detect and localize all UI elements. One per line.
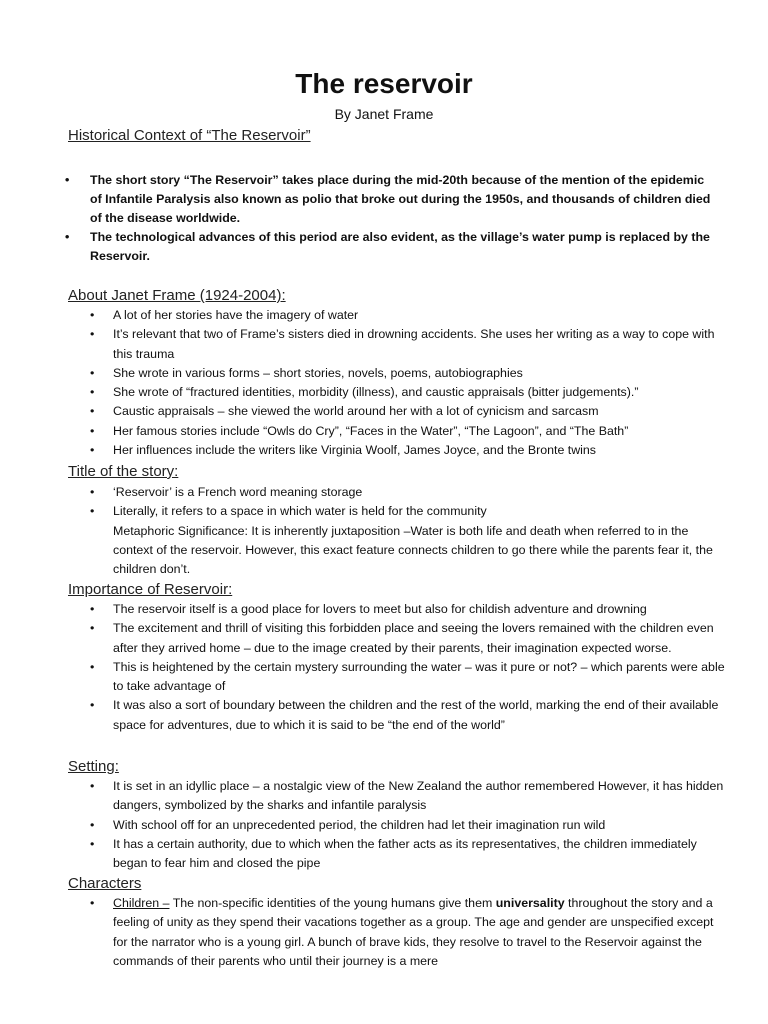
list-item: • Caustic appraisals – she viewed the world around her with a lot of cynicism and sarcasm: [86, 402, 726, 421]
list-item: • A lot of her stories have the imagery of water: [86, 306, 726, 325]
about-janet-frame-list: [86, 306, 726, 460]
importance-of-reservoir-list: [86, 600, 726, 735]
list-item: • ‘Reservoir’ is a French word meaning storage: [86, 483, 726, 502]
children-text-after: throughout the story and a feeling of unity as they spend their vacations together as a group. The age and gender are unspecified except for the narrator who is a young girl. A bunch of brave kids, they resolve to travel to the Reservoir against the commands of their parents who until their journey is a mere: [113, 896, 714, 968]
historical-context-list: [62, 171, 714, 266]
author-byline: By Janet Frame: [334, 106, 434, 122]
list-item: • The short story “The Reservoir” takes place during the mid-20th because of the mention of the epidemic of Infantile Paralysis also known as polio that broke out during the 1950s, and thousands of children died of the disease worldwide.: [62, 171, 714, 228]
characters-list: [86, 894, 726, 971]
list-item: • With school off for an unprecedented period, the children had let their imagination run wild: [86, 816, 726, 835]
page-title: The reservoir: [295, 68, 473, 99]
children-text-before: The non-specific identities of the young humans give them: [169, 896, 496, 910]
heading-characters: Characters: [68, 875, 142, 892]
list-item: • She wrote of “fractured identities, morbidity (illness), and caustic appraisals (bitter judgements).”: [86, 383, 726, 402]
heading-setting: Setting:: [68, 758, 119, 775]
list-item: • It was also a sort of boundary between the children and the rest of the world, marking the end of their available space for adventures, due to which it is said to be “the end of the world”: [86, 696, 726, 735]
list-item: • It is set in an idyllic place – a nostalgic view of the New Zealand the author remembered However, it has hidden dangers, symbolized by the sharks and infantile paralysis: [86, 777, 726, 816]
children-label: Children –: [113, 896, 170, 910]
list-item: • It has a certain authority, due to which when the father acts as its representatives, the children immediately began to fear him and closed the pipe: [86, 835, 726, 874]
setting-list: [86, 777, 726, 873]
list-item: • Her influences include the writers like Virginia Woolf, James Joyce, and the Bronte twins: [86, 441, 726, 460]
list-item: • She wrote in various forms – short stories, novels, poems, autobiographies: [86, 364, 726, 383]
list-item: • This is heightened by the certain mystery surrounding the water – was it pure or not? – which parents were able to take advantage of: [86, 658, 726, 697]
heading-about-janet-frame: About Janet Frame (1924-2004):: [68, 287, 286, 304]
universality-word: universality: [495, 896, 565, 910]
list-item: • The technological advances of this period are also evident, as the village’s water pump is replaced by the Reservoir.: [62, 228, 714, 266]
list-item: • Her famous stories include “Owls do Cry”, “Faces in the Water”, “The Lagoon”, and “The Bath”: [86, 422, 726, 441]
list-item-children: [86, 894, 726, 971]
list-item: • The excitement and thrill of visiting this forbidden place and seeing the lovers remained with the children even after they arrived home – due to the image created by their parents, their imagination expected worse.: [86, 619, 726, 658]
list-item: • Literally, it refers to a space in which water is held for the community: [86, 502, 726, 521]
heading-title-of-story: Title of the story:: [68, 463, 179, 480]
list-item: • It’s relevant that two of Frame’s sisters died in drowning accidents. She uses her writing as a way to cope with this trauma: [86, 325, 726, 364]
list-item: • The reservoir itself is a good place for lovers to meet but also for childish adventure and drowning: [86, 600, 726, 619]
title-of-story-list: [86, 483, 726, 579]
heading-historical-context: Historical Context of “The Reservoir”: [68, 127, 311, 144]
list-item-continuation: Metaphoric Significance: It is inherently juxtaposition –Water is both life and death when referred to in the context of the reservoir. However, this exact feature connects children to go there while the parents fear it, the children don’t.: [113, 523, 713, 577]
heading-importance-of-reservoir: Importance of Reservoir:: [68, 581, 233, 598]
